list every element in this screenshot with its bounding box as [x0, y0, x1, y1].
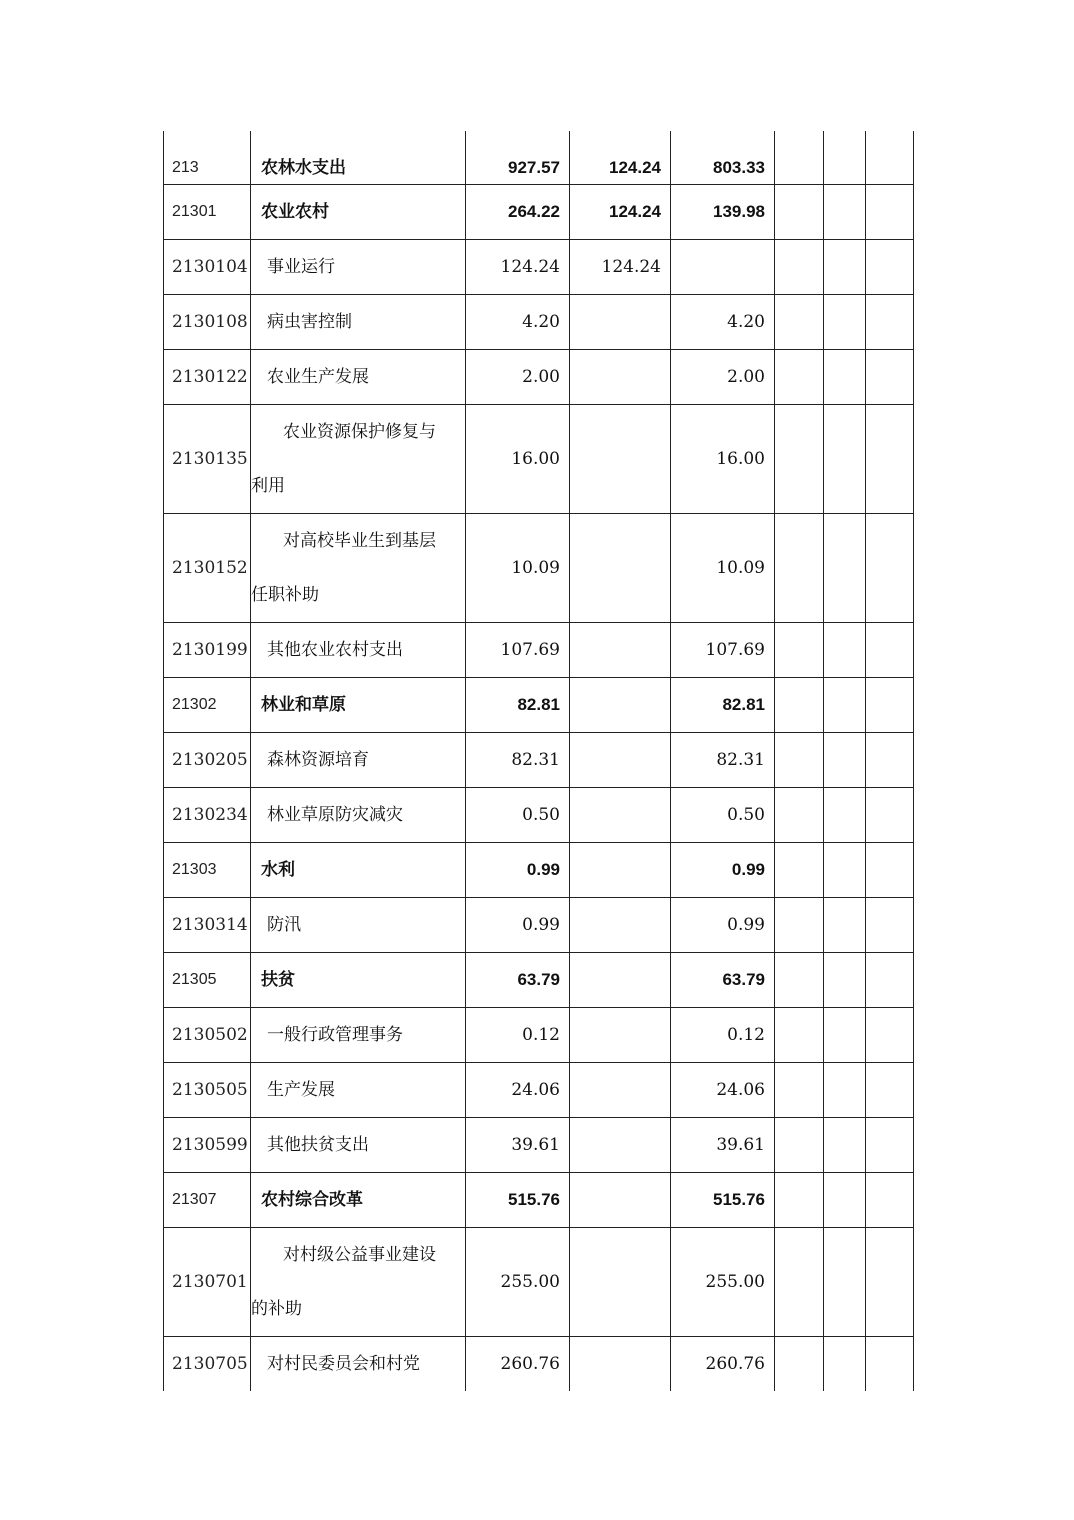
empty-cell	[866, 1063, 914, 1118]
empty-cell	[775, 405, 824, 514]
row-name: 水利	[251, 843, 466, 898]
row-code: 2130701	[164, 1228, 251, 1337]
empty-cell	[866, 623, 914, 678]
row-code: 2130599	[164, 1118, 251, 1173]
empty-cell	[866, 678, 914, 733]
empty-cell	[824, 623, 866, 678]
row-total: 2.00	[466, 350, 570, 405]
empty-cell	[775, 953, 824, 1008]
row-name	[251, 1228, 466, 1337]
budget-table	[163, 131, 914, 1391]
row-project: 139.98	[671, 185, 775, 240]
table-row	[164, 350, 914, 405]
row-total: 515.76	[466, 1173, 570, 1228]
empty-cell	[866, 1173, 914, 1228]
row-name-line1: 对村级公益事业建设	[283, 1245, 436, 1265]
table-row	[164, 678, 914, 733]
row-code: 21301	[164, 185, 251, 240]
empty-cell	[775, 185, 824, 240]
row-basic	[570, 514, 671, 623]
row-basic	[570, 678, 671, 733]
row-project: 39.61	[671, 1118, 775, 1173]
row-name: 其他扶贫支出	[251, 1118, 466, 1173]
empty-cell	[866, 185, 914, 240]
row-project	[671, 240, 775, 295]
row-name: 病虫害控制	[251, 295, 466, 350]
table-row	[164, 898, 914, 953]
table-row	[164, 1063, 914, 1118]
row-code: 2130122	[164, 350, 251, 405]
row-name: 农业农村	[251, 185, 466, 240]
table-row	[164, 1228, 914, 1337]
table-row	[164, 1118, 914, 1173]
row-total: 16.00	[466, 405, 570, 514]
row-code: 2130152	[164, 514, 251, 623]
row-project: 0.99	[671, 843, 775, 898]
row-name-line2: 的补助	[251, 1299, 302, 1319]
row-basic: 124.24	[570, 131, 671, 185]
empty-cell	[775, 1173, 824, 1228]
row-total: 107.69	[466, 623, 570, 678]
empty-cell	[866, 405, 914, 514]
row-project: 0.50	[671, 788, 775, 843]
row-project: 0.12	[671, 1008, 775, 1063]
row-total: 0.50	[466, 788, 570, 843]
row-total: 24.06	[466, 1063, 570, 1118]
empty-cell	[824, 898, 866, 953]
row-basic: 124.24	[570, 240, 671, 295]
row-code: 21303	[164, 843, 251, 898]
row-name: 其他农业农村支出	[251, 623, 466, 678]
empty-cell	[866, 843, 914, 898]
row-total: 82.31	[466, 733, 570, 788]
table-row	[164, 1008, 914, 1063]
row-basic	[570, 1337, 671, 1392]
table-row	[164, 1173, 914, 1228]
empty-cell	[775, 131, 824, 185]
row-total: 10.09	[466, 514, 570, 623]
empty-cell	[775, 295, 824, 350]
row-basic: 124.24	[570, 185, 671, 240]
empty-cell	[824, 733, 866, 788]
empty-cell	[866, 1228, 914, 1337]
empty-cell	[775, 843, 824, 898]
row-project: 515.76	[671, 1173, 775, 1228]
row-total: 124.24	[466, 240, 570, 295]
empty-cell	[824, 1008, 866, 1063]
row-project: 4.20	[671, 295, 775, 350]
empty-cell	[824, 185, 866, 240]
row-project: 803.33	[671, 131, 775, 185]
row-name: 农林水支出	[251, 131, 466, 185]
row-project: 82.31	[671, 733, 775, 788]
row-code: 2130199	[164, 623, 251, 678]
row-total: 0.99	[466, 843, 570, 898]
empty-cell	[775, 1228, 824, 1337]
row-project: 63.79	[671, 953, 775, 1008]
empty-cell	[866, 1337, 914, 1392]
empty-cell	[775, 1063, 824, 1118]
row-basic	[570, 1008, 671, 1063]
table-row	[164, 514, 914, 623]
empty-cell	[866, 898, 914, 953]
row-name	[251, 405, 466, 514]
row-basic	[570, 843, 671, 898]
row-total: 264.22	[466, 185, 570, 240]
table-row	[164, 733, 914, 788]
empty-cell	[775, 898, 824, 953]
row-basic	[570, 405, 671, 514]
row-project: 16.00	[671, 405, 775, 514]
row-code: 2130135	[164, 405, 251, 514]
empty-cell	[824, 405, 866, 514]
row-project: 107.69	[671, 623, 775, 678]
empty-cell	[775, 350, 824, 405]
empty-cell	[775, 1008, 824, 1063]
row-code: 2130205	[164, 733, 251, 788]
row-name: 森林资源培育	[251, 733, 466, 788]
row-basic	[570, 953, 671, 1008]
empty-cell	[775, 678, 824, 733]
empty-cell	[866, 733, 914, 788]
row-code: 21302	[164, 678, 251, 733]
row-name	[251, 514, 466, 623]
empty-cell	[824, 350, 866, 405]
empty-cell	[866, 240, 914, 295]
table-row	[164, 623, 914, 678]
empty-cell	[866, 514, 914, 623]
row-code: 2130314	[164, 898, 251, 953]
table-row	[164, 185, 914, 240]
row-basic	[570, 350, 671, 405]
row-project: 24.06	[671, 1063, 775, 1118]
table-row	[164, 1337, 914, 1392]
row-code: 2130505	[164, 1063, 251, 1118]
row-basic	[570, 623, 671, 678]
row-total: 260.76	[466, 1337, 570, 1392]
row-basic	[570, 1228, 671, 1337]
row-code: 2130234	[164, 788, 251, 843]
row-basic	[570, 295, 671, 350]
row-total: 255.00	[466, 1228, 570, 1337]
empty-cell	[866, 1008, 914, 1063]
empty-cell	[866, 295, 914, 350]
empty-cell	[775, 240, 824, 295]
row-name: 事业运行	[251, 240, 466, 295]
empty-cell	[775, 1337, 824, 1392]
row-basic	[570, 788, 671, 843]
empty-cell	[866, 953, 914, 1008]
row-total: 0.99	[466, 898, 570, 953]
row-project: 0.99	[671, 898, 775, 953]
row-name: 一般行政管理事务	[251, 1008, 466, 1063]
empty-cell	[866, 788, 914, 843]
row-basic	[570, 898, 671, 953]
table-row	[164, 843, 914, 898]
row-code: 2130104	[164, 240, 251, 295]
row-name: 对村民委员会和村党	[251, 1337, 466, 1392]
row-total: 39.61	[466, 1118, 570, 1173]
empty-cell	[824, 1337, 866, 1392]
empty-cell	[824, 1173, 866, 1228]
row-name-line1: 农业资源保护修复与	[283, 422, 436, 442]
empty-cell	[824, 788, 866, 843]
row-name-line2: 利用	[251, 476, 285, 496]
empty-cell	[824, 240, 866, 295]
row-basic	[570, 1063, 671, 1118]
empty-cell	[824, 1228, 866, 1337]
row-code: 21307	[164, 1173, 251, 1228]
empty-cell	[775, 788, 824, 843]
empty-cell	[824, 514, 866, 623]
empty-cell	[775, 1118, 824, 1173]
empty-cell	[866, 1118, 914, 1173]
table-row	[164, 953, 914, 1008]
empty-cell	[866, 131, 914, 185]
row-basic	[570, 1118, 671, 1173]
row-project: 2.00	[671, 350, 775, 405]
empty-cell	[824, 843, 866, 898]
table-row	[164, 295, 914, 350]
row-name-line2: 任职补助	[251, 585, 319, 605]
empty-cell	[866, 350, 914, 405]
row-project: 255.00	[671, 1228, 775, 1337]
empty-cell	[824, 678, 866, 733]
row-total: 927.57	[466, 131, 570, 185]
empty-cell	[775, 623, 824, 678]
row-code: 2130705	[164, 1337, 251, 1392]
table-row	[164, 788, 914, 843]
table-row	[164, 240, 914, 295]
row-name: 农业生产发展	[251, 350, 466, 405]
row-code: 21305	[164, 953, 251, 1008]
row-name: 农村综合改革	[251, 1173, 466, 1228]
row-total: 0.12	[466, 1008, 570, 1063]
empty-cell	[824, 1063, 866, 1118]
row-name-line1: 对高校毕业生到基层	[283, 531, 436, 551]
row-basic	[570, 1173, 671, 1228]
empty-cell	[824, 295, 866, 350]
empty-cell	[775, 514, 824, 623]
empty-cell	[775, 733, 824, 788]
table-row	[164, 131, 914, 185]
row-name: 林业草原防灾减灾	[251, 788, 466, 843]
table-row	[164, 405, 914, 514]
row-name: 防汛	[251, 898, 466, 953]
row-code: 213	[164, 131, 251, 185]
row-project: 10.09	[671, 514, 775, 623]
row-basic	[570, 733, 671, 788]
row-name: 林业和草原	[251, 678, 466, 733]
row-total: 82.81	[466, 678, 570, 733]
row-code: 2130502	[164, 1008, 251, 1063]
row-code: 2130108	[164, 295, 251, 350]
row-name: 扶贫	[251, 953, 466, 1008]
row-project: 260.76	[671, 1337, 775, 1392]
row-total: 63.79	[466, 953, 570, 1008]
row-project: 82.81	[671, 678, 775, 733]
empty-cell	[824, 1118, 866, 1173]
empty-cell	[824, 131, 866, 185]
row-name: 生产发展	[251, 1063, 466, 1118]
row-total: 4.20	[466, 295, 570, 350]
empty-cell	[824, 953, 866, 1008]
